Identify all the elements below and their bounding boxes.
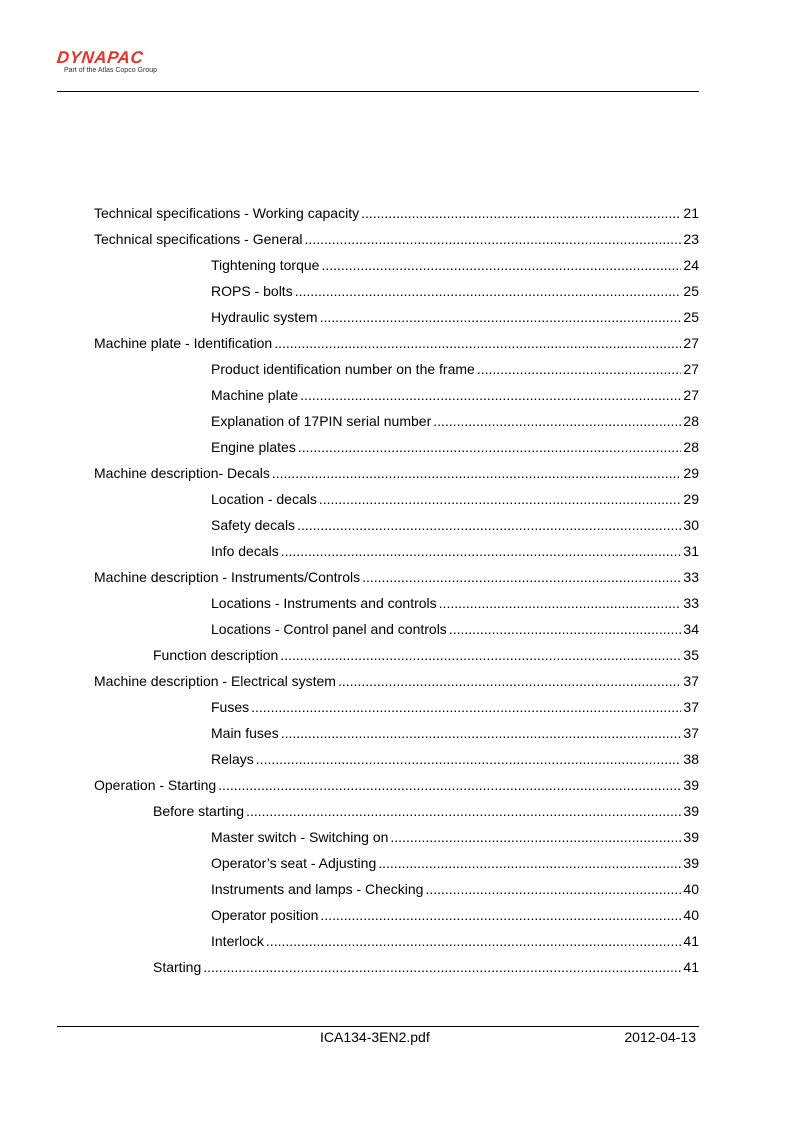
toc-entry-title: Tightening torque xyxy=(211,257,320,273)
dynapac-logo xyxy=(57,49,197,77)
toc-entry[interactable] xyxy=(0,200,793,226)
toc-dot-leader xyxy=(449,616,682,642)
toc-entry-title: ROPS - bolts xyxy=(211,283,293,299)
toc-entry-page: 37 xyxy=(683,725,699,741)
toc-entry-page: 41 xyxy=(683,959,699,975)
toc-entry-page: 41 xyxy=(683,933,699,949)
toc-entry-page: 29 xyxy=(683,465,699,481)
toc-dot-leader xyxy=(274,330,681,356)
toc-dot-leader xyxy=(298,434,682,460)
toc-entry-title: Info decals xyxy=(211,543,279,559)
toc-dot-leader xyxy=(477,356,682,382)
footer-divider xyxy=(57,1026,699,1027)
toc-dot-leader xyxy=(433,408,681,434)
toc-entry-title: Machine plate xyxy=(211,387,299,403)
toc-entry-title: Interlock xyxy=(211,933,264,949)
toc-entry[interactable] xyxy=(0,746,793,772)
header-divider xyxy=(57,91,699,92)
toc-dot-leader xyxy=(338,668,681,694)
toc-entry-page: 39 xyxy=(683,803,699,819)
toc-entry-page: 25 xyxy=(683,283,699,299)
toc-entry-title: Starting xyxy=(153,959,202,975)
toc-entry[interactable] xyxy=(0,928,793,954)
toc-entry-title: Machine description - Instruments/Controls xyxy=(94,569,361,585)
toc-dot-leader xyxy=(390,824,681,850)
toc-entry-title: Technical specifications - Working capacity xyxy=(94,205,360,221)
toc-entry[interactable] xyxy=(0,876,793,902)
toc-entry-page: 27 xyxy=(683,361,699,377)
toc-entry-title: Operation - Starting xyxy=(94,777,217,793)
toc-entry-page: 33 xyxy=(683,569,699,585)
toc-dot-leader xyxy=(280,642,681,668)
brand-tagline: Part of the Atlas Copco Group xyxy=(64,67,157,74)
toc-dot-leader xyxy=(281,720,682,746)
toc-entry-page: 21 xyxy=(683,205,699,221)
toc-entry[interactable] xyxy=(0,642,793,668)
toc-entry[interactable] xyxy=(0,538,793,564)
toc-dot-leader xyxy=(203,954,681,980)
toc-entry[interactable] xyxy=(0,772,793,798)
toc-entry[interactable] xyxy=(0,304,793,330)
toc-entry[interactable] xyxy=(0,434,793,460)
toc-entry-title: Main fuses xyxy=(211,725,279,741)
toc-entry[interactable] xyxy=(0,278,793,304)
toc-entry-page: 27 xyxy=(683,335,699,351)
toc-entry[interactable] xyxy=(0,382,793,408)
toc-dot-leader xyxy=(266,928,682,954)
toc-entry-page: 27 xyxy=(683,387,699,403)
toc-dot-leader xyxy=(378,850,681,876)
toc-entry[interactable] xyxy=(0,954,793,980)
toc-dot-leader xyxy=(439,590,682,616)
brand-name: DYNAPAC xyxy=(56,48,145,67)
toc-dot-leader xyxy=(300,382,681,408)
toc-dot-leader xyxy=(305,226,682,252)
toc-dot-leader xyxy=(281,538,682,564)
toc-dot-leader xyxy=(320,902,681,928)
toc-entry[interactable] xyxy=(0,798,793,824)
toc-entry[interactable] xyxy=(0,590,793,616)
toc-entry-page: 39 xyxy=(683,829,699,845)
footer-filename: ICA134-3EN2.pdf xyxy=(320,1029,430,1045)
toc-dot-leader xyxy=(246,798,681,824)
toc-entry[interactable] xyxy=(0,356,793,382)
toc-entry[interactable] xyxy=(0,902,793,928)
toc-entry-title: Engine plates xyxy=(211,439,296,455)
toc-entry-title: Technical specifications - General xyxy=(94,231,303,247)
toc-dot-leader xyxy=(256,746,682,772)
toc-entry[interactable] xyxy=(0,512,793,538)
toc-entry-title: Machine description - Electrical system xyxy=(94,673,336,689)
toc-entry-page: 33 xyxy=(683,595,699,611)
toc-entry-title: Location - decals xyxy=(211,491,317,507)
toc-entry-title: Locations - Control panel and controls xyxy=(211,621,447,637)
toc-entry-title: Master switch - Switching on xyxy=(211,829,389,845)
toc-entry-title: Locations - Instruments and controls xyxy=(211,595,437,611)
toc-entry[interactable] xyxy=(0,720,793,746)
toc-dot-leader xyxy=(251,694,681,720)
toc-entry-page: 25 xyxy=(683,309,699,325)
toc-dot-leader xyxy=(218,772,681,798)
toc-entry[interactable] xyxy=(0,564,793,590)
toc-entry[interactable] xyxy=(0,460,793,486)
toc-entry-page: 37 xyxy=(683,699,699,715)
toc-entry-page: 37 xyxy=(683,673,699,689)
toc-entry[interactable] xyxy=(0,824,793,850)
toc-entry-page: 23 xyxy=(683,231,699,247)
toc-dot-leader xyxy=(361,200,681,226)
toc-entry[interactable] xyxy=(0,850,793,876)
toc-entry[interactable] xyxy=(0,226,793,252)
toc-entry-title: Operator’s seat - Adjusting xyxy=(211,855,377,871)
toc-dot-leader xyxy=(272,460,682,486)
toc-entry-page: 30 xyxy=(683,517,699,533)
toc-entry-title: Product identification number on the frame xyxy=(211,361,475,377)
toc-entry-page: 31 xyxy=(683,543,699,559)
toc-entry-page: 28 xyxy=(683,413,699,429)
toc-entry[interactable] xyxy=(0,252,793,278)
toc-entry[interactable] xyxy=(0,408,793,434)
toc-entry-page: 40 xyxy=(683,881,699,897)
toc-dot-leader xyxy=(320,304,682,330)
toc-entry-title: Machine description- Decals xyxy=(94,465,270,481)
toc-entry-title: Hydraulic system xyxy=(211,309,318,325)
toc-entry[interactable] xyxy=(0,694,793,720)
toc-entry-title: Safety decals xyxy=(211,517,296,533)
toc-entry-title: Machine plate - Identification xyxy=(94,335,273,351)
toc-entry-page: 39 xyxy=(683,855,699,871)
toc-entry-title: Fuses xyxy=(211,699,250,715)
toc-entry[interactable] xyxy=(0,668,793,694)
toc-entry-page: 40 xyxy=(683,907,699,923)
toc-dot-leader xyxy=(425,876,681,902)
footer-date: 2012-04-13 xyxy=(624,1029,696,1045)
toc-entry[interactable] xyxy=(0,486,793,512)
toc-entry[interactable] xyxy=(0,616,793,642)
toc-entry-title: Relays xyxy=(211,751,254,767)
toc-dot-leader xyxy=(319,486,682,512)
toc-dot-leader xyxy=(295,278,682,304)
toc-dot-leader xyxy=(321,252,681,278)
toc-entry-page: 34 xyxy=(683,621,699,637)
toc-entry-page: 35 xyxy=(683,647,699,663)
toc-entry-page: 28 xyxy=(683,439,699,455)
toc-entry-title: Before starting xyxy=(153,803,245,819)
toc-entry-page: 29 xyxy=(683,491,699,507)
toc-entry-title: Instruments and lamps - Checking xyxy=(211,881,424,897)
toc-entry[interactable] xyxy=(0,330,793,356)
toc-dot-leader xyxy=(362,564,681,590)
toc-entry-page: 38 xyxy=(683,751,699,767)
toc-entry-page: 39 xyxy=(683,777,699,793)
toc-dot-leader xyxy=(297,512,681,538)
toc-entry-title: Operator position xyxy=(211,907,319,923)
toc-entry-page: 24 xyxy=(683,257,699,273)
toc-entry-title: Explanation of 17PIN serial number xyxy=(211,413,432,429)
toc-entry-title: Function description xyxy=(153,647,279,663)
